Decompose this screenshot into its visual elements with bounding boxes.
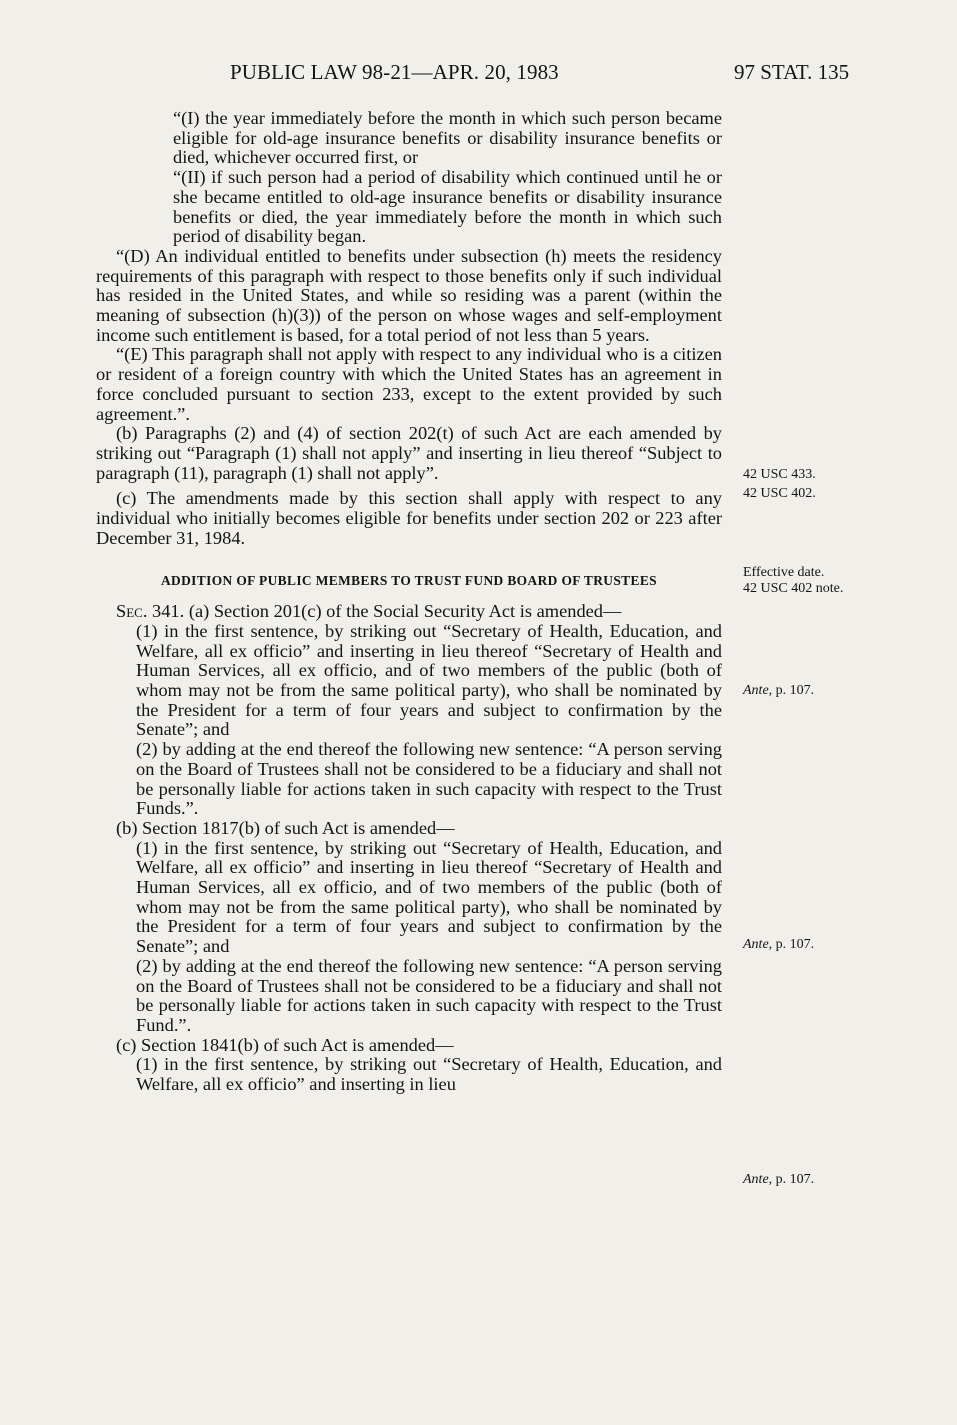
amendment-a-2: (2) by adding at the end thereof the following new sentence: “A person serving on the Board of Trustees shall not be considered to be a fiduciary and shall not be personally liable for actions taken in such capacity with respect to the Trust Funds.”. [136, 739, 722, 819]
ante-italic: Ante [743, 683, 769, 698]
amendment-a-1: (1) in the first sentence, by striking out “Secretary of Health, Education, and Welfare, all ex officio” and inserting in lieu thereof “Secretary of Health and Human Services, all ex officio, and of two members of the public (both of whom may not be from the same political party), who shall be nominated by the President for a term of four years and subject to confirmation by the Senate”; and [136, 620, 722, 740]
margin-note-ante-1 [743, 683, 883, 699]
section-heading: ADDITION OF PUBLIC MEMBERS TO TRUST FUND BOARD OF TRUSTEES [160, 573, 658, 589]
margin-note-effective-date: Effective date. [743, 565, 825, 580]
running-header-title: PUBLIC LAW 98-21—APR. 20, 1983 [230, 60, 559, 84]
margin-note-ante-3 [743, 1172, 883, 1188]
section-341-a-text: . 341. (a) Section 201(c) of the Social Security Act is amended— [142, 601, 622, 622]
amendment-c-1: (1) in the first sentence, by striking out “Secretary of Health, Education, and Welfare, all ex officio” and inserting in lieu [136, 1054, 722, 1095]
ante-page: , p. 107. [768, 683, 815, 698]
ante-page: , p. 107. [768, 937, 815, 952]
clause-II: “(II) if such person had a period of disability which continued until he or she became entitled to old-age insurance benefits or disability insurance benefits or died, the year immediately before the month in which such period of disability began. [173, 167, 722, 247]
section-341-a [96, 602, 722, 622]
amendment-b-1: (1) in the first sentence, by striking out “Secretary of Health, Education, and Welfare, all ex officio” and inserting in lieu thereof “Secretary of Health and Human Services, all ex officio, and of two members of the public (both of whom may not be from the same political party), who shall be nominated by the President for a term of four years and subject to confirmation by the Senate”; and [136, 837, 722, 957]
section-341-c: (c) Section 1841(b) of such Act is amended— [116, 1034, 454, 1055]
subsection-c: (c) The amendments made by this section shall apply with respect to any individual who initially becomes eligible for benefits under section 202 or 223 after December 31, 1984. [96, 488, 722, 548]
ante-italic: Ante [743, 1172, 769, 1187]
subparagraph-D: “(D) An individual entitled to benefits under subsection (h) meets the residency requirements of this paragraph with respect to those benefits only if such individual has resided in the United States, and while so residing was a parent (within the meaning of subsection (h)(3)) of the person on whose wages and self-employment income such entitlement is based, for a total period of not less than 5 years. [96, 245, 722, 345]
subparagraph-E: “(E) This paragraph shall not apply with respect to any individual who is a citizen or resident of a foreign country with which the United States has an agreement in force concluded pursuant to section 233, except to the extent provided by such agreement.”. [96, 344, 722, 424]
subsection-b: (b) Paragraphs (2) and (4) of section 202(t) of such Act are each amended by striking out “Paragraph (1) shall not apply” and inserting in lieu thereof “Subject to paragraph (11), paragraph (1) shall not apply”. [96, 423, 722, 483]
amendment-b-2: (2) by adding at the end thereof the following new sentence: “A person serving on the Board of Trustees shall not be considered to be a fiduciary and shall not be personally liable for actions taken in such capacity with respect to the Trust Fund.”. [136, 955, 722, 1035]
margin-note-usc402: 42 USC 402. [743, 486, 816, 501]
clause-I: “(I) the year immediately before the month in which such person became eligible for old-age insurance benefits or disability insurance benefits or died, whichever occurred first, or [173, 108, 722, 168]
margin-note-usc402-note: 42 USC 402 note. [743, 581, 844, 596]
ante-italic: Ante [743, 937, 769, 952]
section-341-b: (b) Section 1817(b) of such Act is amended— [116, 817, 455, 838]
margin-note-usc433: 42 USC 433. [743, 467, 816, 482]
ante-page: , p. 107. [768, 1172, 815, 1187]
sec-label: Sec [116, 601, 143, 622]
margin-note-ante-2 [743, 937, 883, 953]
running-header-page: 97 STAT. 135 [734, 60, 850, 84]
body-text [96, 109, 722, 1095]
